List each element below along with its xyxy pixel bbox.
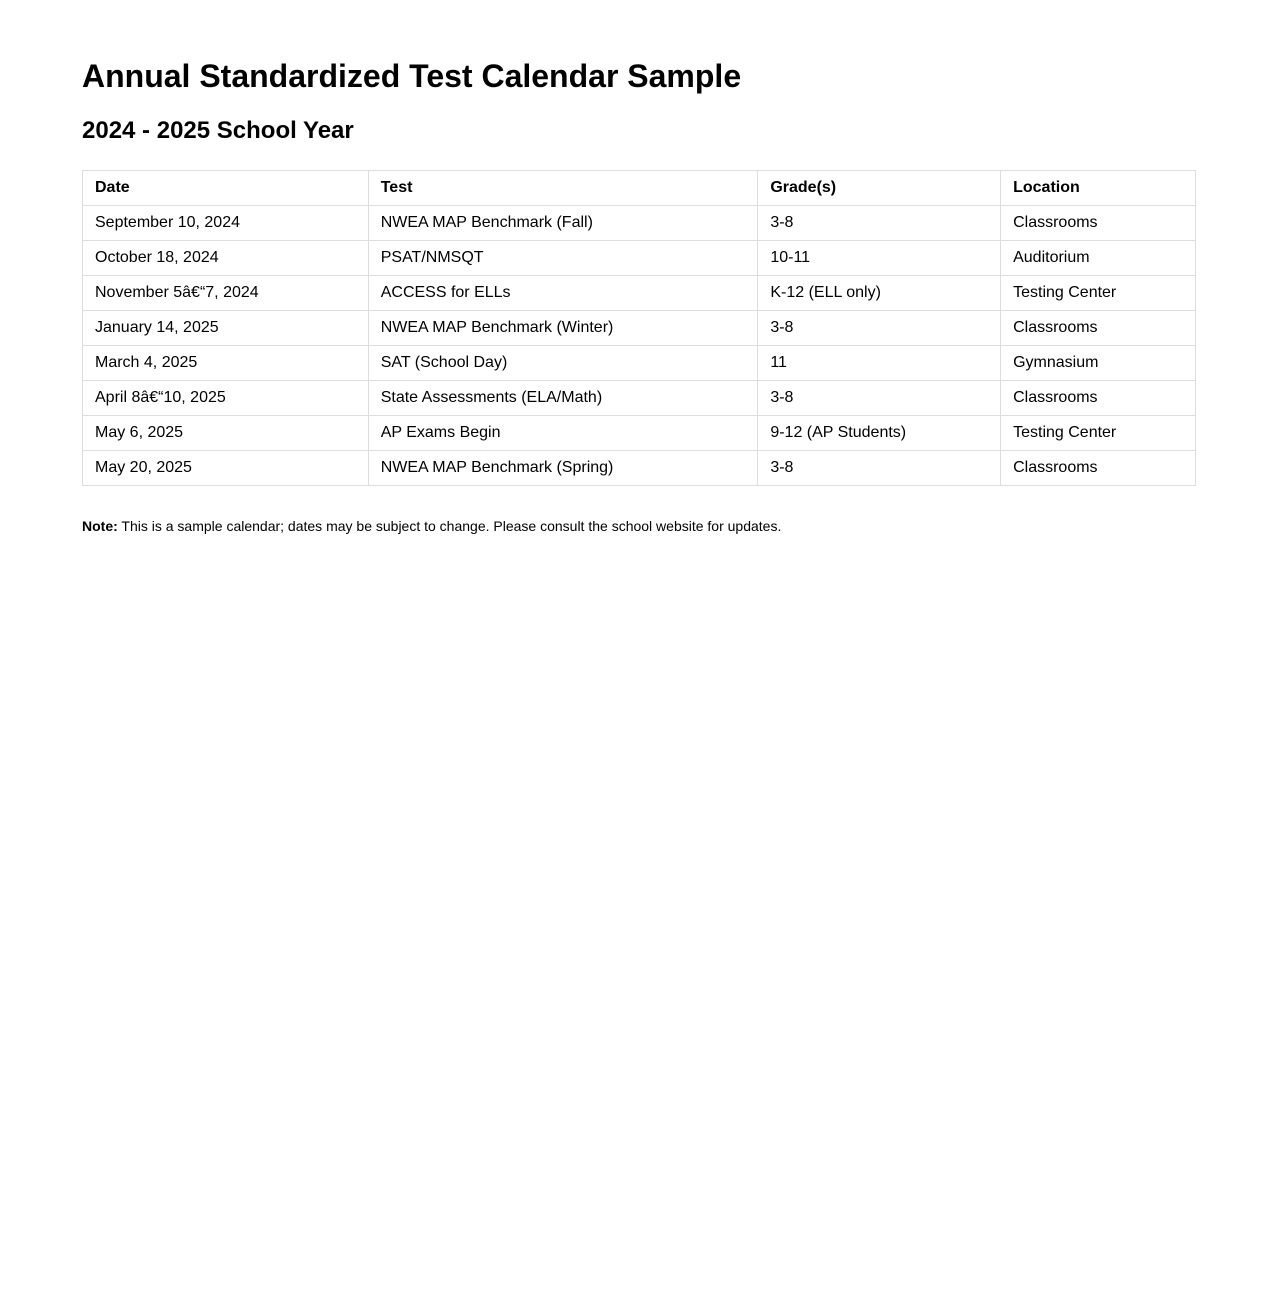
cell-date: March 4, 2025 xyxy=(83,346,369,381)
cell-date: November 5â€“7, 2024 xyxy=(83,276,369,311)
cell-grades: K-12 (ELL only) xyxy=(758,276,1001,311)
header-location: Location xyxy=(1001,171,1196,206)
table-row xyxy=(83,416,1196,451)
cell-test: NWEA MAP Benchmark (Winter) xyxy=(368,311,758,346)
cell-grades: 3-8 xyxy=(758,206,1001,241)
cell-grades: 3-8 xyxy=(758,451,1001,486)
cell-date: January 14, 2025 xyxy=(83,311,369,346)
cell-grades: 10-11 xyxy=(758,241,1001,276)
table-row xyxy=(83,311,1196,346)
table-row xyxy=(83,346,1196,381)
cell-location: Testing Center xyxy=(1001,276,1196,311)
cell-grades: 9-12 (AP Students) xyxy=(758,416,1001,451)
table-header-row xyxy=(83,171,1196,206)
cell-test: AP Exams Begin xyxy=(368,416,758,451)
table-row xyxy=(83,206,1196,241)
note-label: Note: xyxy=(82,518,118,534)
cell-grades: 11 xyxy=(758,346,1001,381)
cell-date: May 20, 2025 xyxy=(83,451,369,486)
cell-test: PSAT/NMSQT xyxy=(368,241,758,276)
cell-date: September 10, 2024 xyxy=(83,206,369,241)
cell-test: ACCESS for ELLs xyxy=(368,276,758,311)
cell-location: Classrooms xyxy=(1001,311,1196,346)
test-calendar-table xyxy=(82,170,1196,486)
cell-location: Auditorium xyxy=(1001,241,1196,276)
note xyxy=(82,518,781,534)
cell-date: May 6, 2025 xyxy=(83,416,369,451)
cell-location: Classrooms xyxy=(1001,381,1196,416)
page-title: Annual Standardized Test Calendar Sample xyxy=(82,58,742,94)
cell-location: Testing Center xyxy=(1001,416,1196,451)
table-row xyxy=(83,276,1196,311)
table-row xyxy=(83,451,1196,486)
cell-test: NWEA MAP Benchmark (Fall) xyxy=(368,206,758,241)
cell-grades: 3-8 xyxy=(758,311,1001,346)
cell-grades: 3-8 xyxy=(758,381,1001,416)
table-row xyxy=(83,241,1196,276)
header-test: Test xyxy=(368,171,758,206)
cell-test: NWEA MAP Benchmark (Spring) xyxy=(368,451,758,486)
cell-test: SAT (School Day) xyxy=(368,346,758,381)
cell-date: October 18, 2024 xyxy=(83,241,369,276)
cell-location: Gymnasium xyxy=(1001,346,1196,381)
page-subtitle: 2024 - 2025 School Year xyxy=(82,117,354,144)
cell-location: Classrooms xyxy=(1001,451,1196,486)
cell-location: Classrooms xyxy=(1001,206,1196,241)
cell-test: State Assessments (ELA/Math) xyxy=(368,381,758,416)
note-text: This is a sample calendar; dates may be subject to change. Please consult the school website for updates. xyxy=(117,518,782,534)
header-date: Date xyxy=(83,171,369,206)
header-grades: Grade(s) xyxy=(758,171,1001,206)
cell-date: April 8â€“10, 2025 xyxy=(83,381,369,416)
table-row xyxy=(83,381,1196,416)
